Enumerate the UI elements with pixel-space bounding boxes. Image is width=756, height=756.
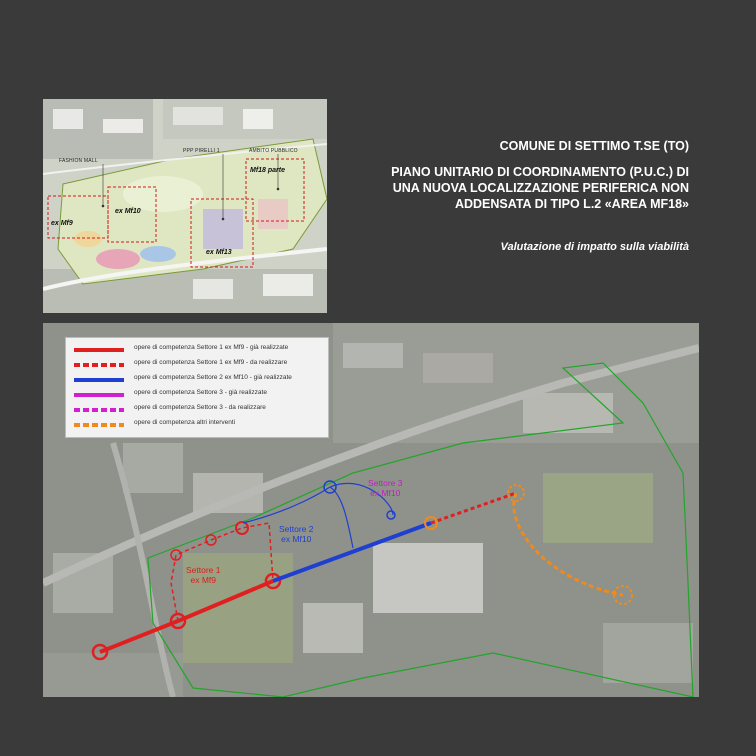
title-line-2: PIANO UNITARIO DI COORDINAMENTO (P.U.C.) DI	[391, 165, 689, 179]
legend-item	[74, 374, 324, 385]
legend-item	[74, 404, 324, 415]
legend-label: opere di competenza Settore 1 ex Mf9 - da realizzare	[134, 359, 288, 366]
main-map	[43, 323, 699, 697]
sector-1-title: Settore 1	[186, 565, 221, 575]
title-line-1: COMUNE DI SETTIMO T.SE (TO)	[499, 139, 689, 153]
title-line-4: ADDENSATA DI TIPO L.2 «AREA MF18»	[454, 197, 689, 211]
area-mf18-label: Mf18 parte	[250, 167, 286, 174]
subtitle: Valutazione di impatto sulla viabilità	[500, 241, 689, 253]
legend-label: opere di competenza Settore 3 - già realizzate	[134, 389, 267, 396]
legend-swatch	[74, 348, 124, 352]
legend-label: opere di competenza Settore 1 ex Mf9 - già realizzate	[134, 344, 289, 351]
sector-3-sub: ex Mf10	[370, 488, 401, 498]
legend-label: opere di competenza Settore 2 ex Mf10 - già realizzate	[134, 374, 292, 381]
area-mf13-label: ex Mf13	[206, 249, 232, 256]
overview-map-graphic	[43, 99, 327, 313]
legend-item	[74, 389, 324, 400]
sector-1-label	[186, 565, 221, 585]
overview-map	[43, 99, 327, 313]
legend-swatch	[74, 423, 124, 427]
legend-item	[74, 344, 324, 355]
sector-2-title: Settore 2	[279, 524, 314, 534]
legend-label: opere di competenza Settore 3 - da realizzare	[134, 404, 266, 411]
legend-swatch	[74, 363, 124, 367]
map-legend	[65, 337, 329, 438]
legend-swatch	[74, 393, 124, 397]
sector-3-label	[368, 478, 403, 498]
area-mf10-label: ex Mf10	[115, 208, 141, 215]
sector-2-label	[279, 524, 314, 544]
pirelli-label: PPP PIRELLI 1	[183, 148, 220, 154]
legend-label: opere di competenza altri interventi	[134, 419, 236, 426]
ambito-label: AMBITO PUBBLICO	[249, 148, 298, 154]
sector-3-title: Settore 3	[368, 478, 403, 488]
area-mf9-label: ex Mf9	[51, 220, 73, 227]
fashion-mall-label: FASHION MALL	[59, 158, 98, 164]
legend-item	[74, 359, 324, 370]
sector-2-sub: ex Mf10	[281, 534, 312, 544]
legend-item	[74, 419, 324, 430]
legend-swatch	[74, 378, 124, 382]
sector-1-sub: ex Mf9	[190, 575, 216, 585]
title-line-3: UNA NUOVA LOCALIZZAZIONE PERIFERICA NON	[392, 181, 689, 195]
legend-swatch	[74, 408, 124, 412]
